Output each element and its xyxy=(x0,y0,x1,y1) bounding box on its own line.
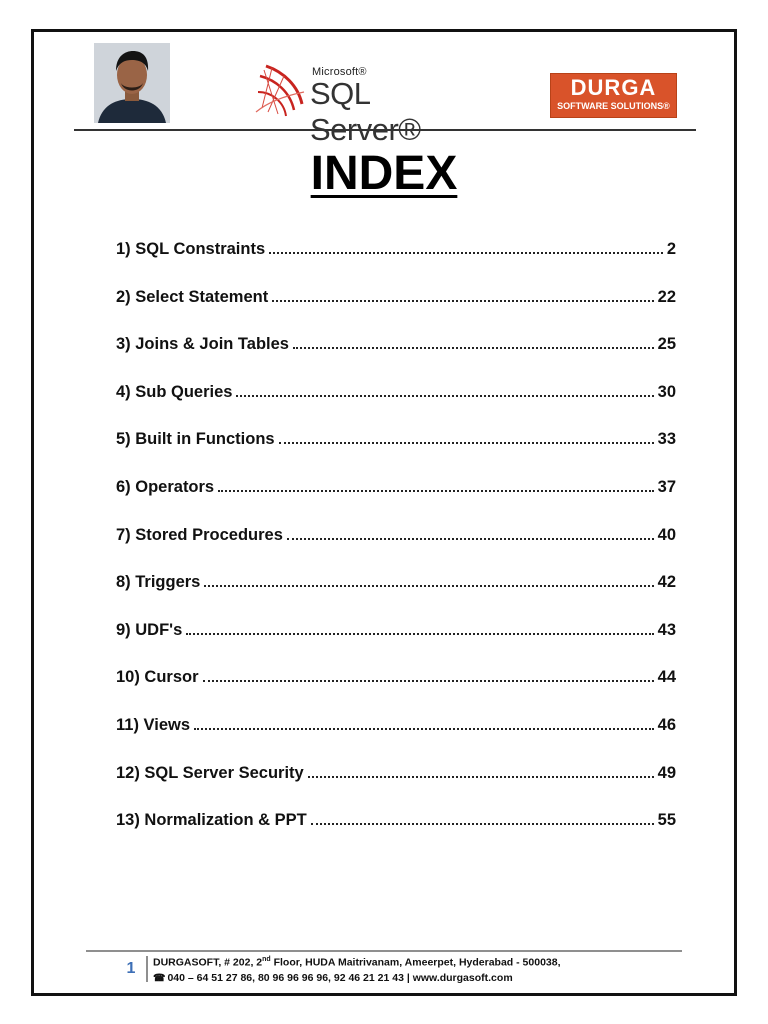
toc-entry xyxy=(116,240,676,288)
sql-logo-microsoft-text: Microsoft® xyxy=(312,66,367,78)
toc-dot-leader xyxy=(203,680,654,682)
toc-entry-title: 7) Stored Procedures xyxy=(116,525,283,544)
toc-entry-title: 3) Joins & Join Tables xyxy=(116,335,289,354)
page-title xyxy=(0,146,768,201)
toc-entry xyxy=(116,335,676,383)
toc-entry-page: 30 xyxy=(657,382,676,401)
document-header xyxy=(0,0,768,147)
toc-entry xyxy=(116,288,676,336)
toc-entry xyxy=(116,526,676,574)
toc-entry-title: 11) Views xyxy=(116,715,191,734)
toc-dot-leader xyxy=(272,300,653,302)
toc-dot-leader xyxy=(311,823,654,825)
durga-logo xyxy=(550,73,677,118)
toc-dot-leader xyxy=(186,633,653,635)
footer-address-block xyxy=(153,952,561,986)
toc-entry-page: 55 xyxy=(657,811,676,830)
toc-entry-title: 9) UDF's xyxy=(116,620,183,639)
page-title-text: INDEX xyxy=(310,147,458,200)
toc-entry-title: 8) Triggers xyxy=(116,573,201,592)
toc-dot-leader xyxy=(308,776,654,778)
toc-entry-page: 46 xyxy=(657,715,676,734)
durga-logo-name: DURGA xyxy=(570,75,657,100)
toc-entry-title: 13) Normalization & PPT xyxy=(116,811,307,830)
footer-contact-line xyxy=(153,971,561,986)
toc-entry-page: 33 xyxy=(657,430,676,449)
phone-icon: ☎ xyxy=(153,972,166,984)
toc-entry-page: 25 xyxy=(657,335,676,354)
toc-entry xyxy=(116,383,676,431)
toc-dot-leader xyxy=(293,347,654,349)
author-photo xyxy=(94,43,170,123)
toc-entry-page: 43 xyxy=(657,620,676,639)
toc-entry-title: 12) SQL Server Security xyxy=(116,763,304,782)
durga-logo-subtitle: SOFTWARE SOLUTIONS® xyxy=(557,101,670,111)
footer-contact-text: 040 – 64 51 27 86, 80 96 96 96 96, 92 46 21 21 43 | www.durgasoft.com xyxy=(167,971,513,984)
toc-entry-title: 6) Operators xyxy=(116,477,215,496)
toc-entry-page: 37 xyxy=(657,477,676,496)
toc-entry-page: 2 xyxy=(666,240,676,258)
footer-address-part: DURGASOFT, # 202, 2 xyxy=(153,956,263,969)
toc-entry xyxy=(116,764,676,812)
footer-address-ordinal: nd xyxy=(262,956,271,963)
toc-dot-leader xyxy=(204,585,653,587)
toc-dot-leader xyxy=(279,442,654,444)
toc-dot-leader xyxy=(287,538,654,540)
toc-entry xyxy=(116,573,676,621)
toc-entry-title: 2) Select Statement xyxy=(116,287,269,306)
toc-entry xyxy=(116,478,676,526)
toc-dot-leader xyxy=(194,728,654,730)
toc-entry-title: 5) Built in Functions xyxy=(116,430,275,449)
toc-entry-title: 4) Sub Queries xyxy=(116,382,233,401)
toc-entry-page: 44 xyxy=(657,668,676,687)
toc-entry-page: 49 xyxy=(657,763,676,782)
toc-entry-page: 22 xyxy=(657,287,676,306)
toc-entry xyxy=(116,430,676,478)
footer-address-line xyxy=(153,952,561,971)
toc-entry-title: 1) SQL Constraints xyxy=(116,240,266,258)
toc-dot-leader xyxy=(218,490,654,492)
toc-entry xyxy=(116,621,676,669)
toc-entry-page: 42 xyxy=(657,573,676,592)
footer-page-number: 1 xyxy=(116,956,148,982)
toc-entry xyxy=(116,811,676,859)
toc-dot-leader xyxy=(269,252,663,254)
toc-entry xyxy=(116,668,676,716)
toc-entry-title: 10) Cursor xyxy=(116,668,199,687)
header-divider xyxy=(74,129,696,131)
footer-address-rest: Floor, HUDA Maitrivanam, Ameerpet, Hyderabad - 500038, xyxy=(270,956,561,969)
toc-entry-page: 40 xyxy=(657,525,676,544)
sql-server-logo xyxy=(254,62,484,147)
sql-logo-product-text: SQL Server® xyxy=(310,76,421,147)
toc-dot-leader xyxy=(236,395,653,397)
table-of-contents xyxy=(116,240,676,859)
toc-entry xyxy=(116,716,676,764)
